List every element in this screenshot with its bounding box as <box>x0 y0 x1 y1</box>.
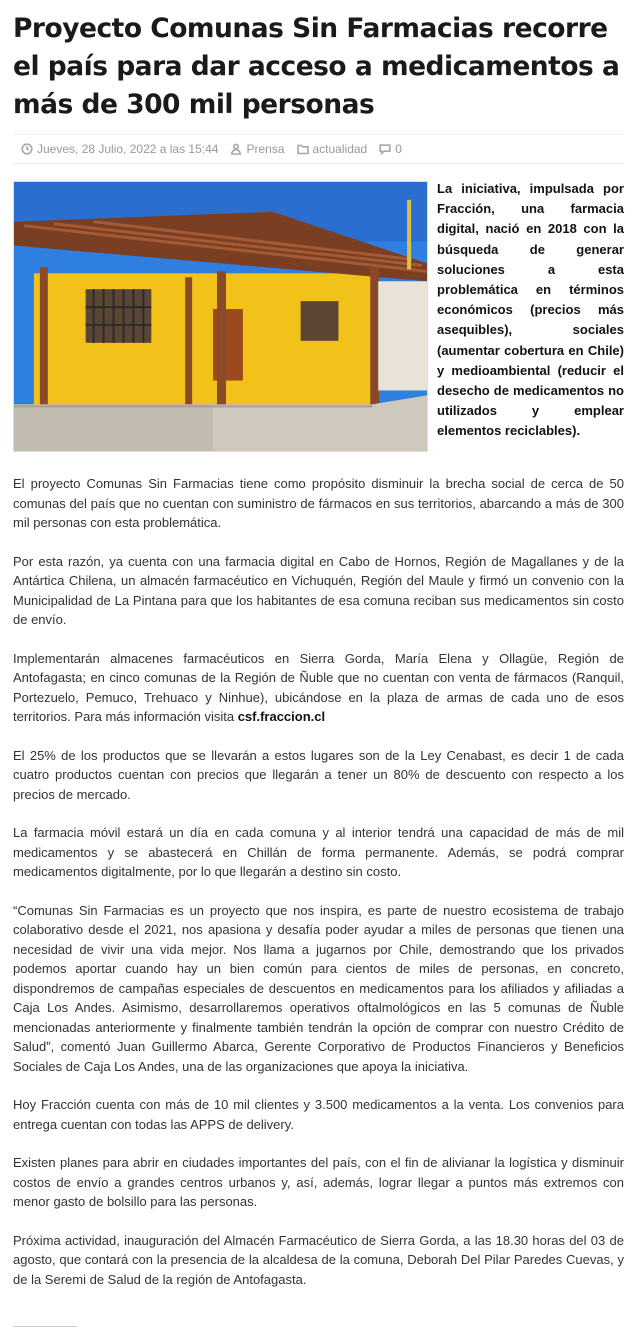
folder-icon <box>297 143 309 155</box>
paragraph-1: El proyecto Comunas Sin Farmacias tiene como propósito disminuir la brecha social de cerca de 50 comunas del país que no cuentan con suministro de fármacos en sus territorios, abarcando a más de 300 mil personas con esta problemática. <box>13 476 624 530</box>
meta-category[interactable] <box>297 142 368 156</box>
article-intro <box>13 181 624 452</box>
meta-comments-count: 0 <box>395 142 402 156</box>
paragraph-6: “Comunas Sin Farmacias es un proyecto que nos inspira, es parte de nuestro ecosistema de trabajo colaborativo desde el 2021, nos apasiona y desafía poder ayudar a miles de personas que tienen una necesidad de vivir una vida mejor. Nos llama a jugarnos por Chile, demostrando que los privados podemos aportar cuando hay un bien común para cientos de miles de personas, en concreto, dispondremos de campañas especiales de descuentos en medicamentos para los afiliados y afiliadas a Caja Los Andes. Asimismo, desarrollaremos operativos oftalmológicos en las 5 comunas de Ñuble mencionadas anteriormente y finalmente también tendrán la opción de comprar con nuestro Crédito de Salud”, comentó Juan Guillermo Abarca, Gerente Corporativo de Productos Financieros y Beneficios Sociales de Caja Los Andes, una de las organizaciones que apoya la iniciativa. <box>13 902 624 1074</box>
meta-author[interactable] <box>230 142 284 156</box>
fraccion-link[interactable]: csf.fraccion.cl <box>237 709 326 724</box>
paragraph-9: Próxima actividad, inauguración del Almacén Farmacéutico de Sierra Gorda, a las 18.30 horas del 03 de agosto, que contará con la presencia de la alcaldesa de la comuna, Deborah Del Pilar Paredes Cuevas, y de la Seremi de Salud de la región de Antofagasta. <box>13 1232 624 1287</box>
article-lead: La iniciativa, impulsada por Fracción, una farmacia digital, nació en 2018 con la búsqueda de generar soluciones a esta problemática en términos económicos (precios más asequibles), sociales (aumentar cobertura en Chile) y medioambiental (reducir el desecho de medicamentos no utilizados y emplear elementos reciclables). <box>437 181 624 439</box>
article-title: Proyecto Comunas Sin Farmacias recorre el país para dar acceso a medicamentos a más de 300 mil personas <box>13 13 620 120</box>
meta-comments[interactable] <box>379 142 402 156</box>
paragraph-2: Por esta razón, ya cuenta con una farmacia digital en Cabo de Hornos, Región de Magallanes y de la Antártica Chilena, un almacén farmacéutico en Vichuquén, Región del Maule y firmó un convenio con la Municipalidad de La Pintana para que los habitantes de esa comuna reciban sus medicamentos sin costo de envío. <box>13 553 624 627</box>
article-photo <box>13 181 428 452</box>
paragraph-4: El 25% de los productos que se llevarán a estos lugares son de la Ley Cenabast, es decir 1 de cada cuatro productos cuentan con precios que llegarán a tener un 80% de descuento con respecto a los precios de mercado. <box>13 747 624 802</box>
meta-author-text: Prensa <box>246 142 285 156</box>
paragraph-8: Existen planes para abrir en ciudades importantes del país, con el fin de alivianar la logística y disminuir costos de envío a grandes centros urbanos y, así, además, lograr llegar a puntos más extremos con menor gasto de bolsillo para las personas. <box>13 1155 624 1209</box>
meta-category-text: actualidad <box>312 142 368 156</box>
paragraph-7: Hoy Fracción cuenta con más de 10 mil clientes y 3.500 medicamentos a la venta. Los convenios para entrega cuentan con todas las APPS de delivery. <box>13 1097 624 1132</box>
meta-date-text: Jueves, 28 Julio, 2022 a las 15:44 <box>37 142 219 156</box>
paragraph-3 <box>13 649 624 727</box>
user-icon <box>230 143 242 155</box>
pharmacy-building-image <box>14 182 427 451</box>
clock-icon <box>21 143 33 155</box>
paragraph-3-text: Implementarán almacenes farmacéuticos en Sierra Gorda, María Elena y Ollagüe, Región de Antofagasta; en cinco comunas de la Región de Ñuble que no cuentan con venta de fármacos (Ranquil, Portezuelo, Pemuco, Trehuaco y Ninhue), ubicándose en la plaza de armas de cada uno de esos territorios. Para más información visita <box>13 650 624 724</box>
bottom-divider <box>13 1326 77 1327</box>
paragraph-5: La farmacia móvil estará un día en cada comuna y al interior tendrá una capacidad de más de mil medicamentos y se abastecerá en Chillán de forma permanente. Además, se podrá comprar medicamentos digitalmente, por lo que llegarán a destino sin costo. <box>13 825 624 879</box>
meta-date <box>21 142 218 156</box>
article-meta <box>13 134 624 164</box>
comment-icon <box>379 143 391 155</box>
article-body <box>13 474 624 1289</box>
